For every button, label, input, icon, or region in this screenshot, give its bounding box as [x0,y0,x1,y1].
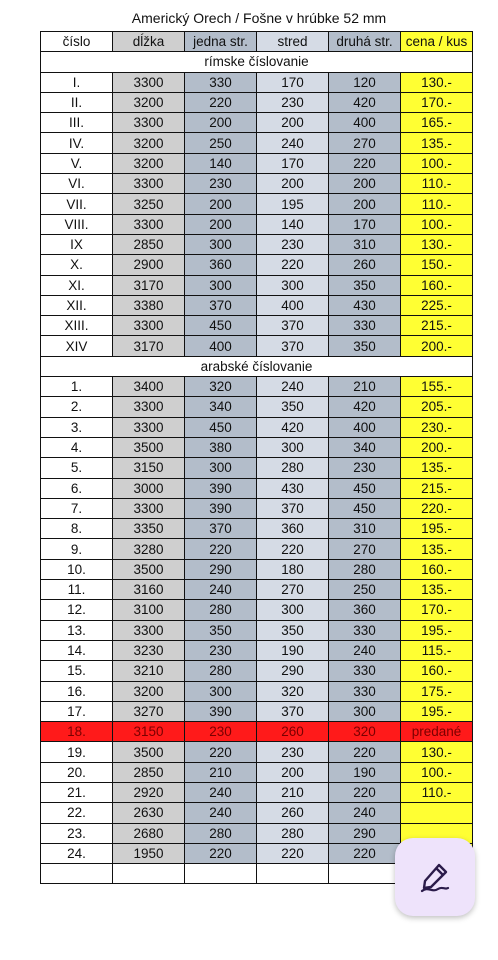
cell-jedna-str: 300 [185,234,257,254]
table-row [41,255,473,275]
cell-stred: 220 [257,255,329,275]
cell-stred: 270 [257,580,329,600]
cell-dlzka: 3150 [113,458,185,478]
edit-pen-icon [418,860,452,894]
cell-cislo: 4. [41,437,113,457]
cell-dlzka: 3500 [113,742,185,762]
cell-jedna-str: 300 [185,275,257,295]
cell-cislo: 11. [41,580,113,600]
cell-cislo: V. [41,153,113,173]
cell-druha-str: 430 [329,295,401,315]
cell-cena: 170.- [401,600,473,620]
cell-stred: 320 [257,681,329,701]
cell-druha-str: 330 [329,620,401,640]
cell-jedna-str: 280 [185,823,257,843]
cell-stred: 430 [257,478,329,498]
cell-stred: 230 [257,92,329,112]
cell-stred: 170 [257,153,329,173]
cell-cislo: 7. [41,498,113,518]
cell-stred: 360 [257,519,329,539]
table-row [41,620,473,640]
cell-cislo: 16. [41,681,113,701]
cell-jedna-str: 200 [185,214,257,234]
cell-stred: 230 [257,234,329,254]
cell-cena: 220.- [401,498,473,518]
table-row [41,113,473,133]
cell-cena: 130.- [401,742,473,762]
cell-dlzka: 3210 [113,661,185,681]
cell-druha-str: 420 [329,92,401,112]
header-cislo: číslo [41,32,113,52]
cell-cena: 135.- [401,539,473,559]
cell-druha-str: 220 [329,153,401,173]
cell-druha-str: 400 [329,417,401,437]
table-row [41,478,473,498]
cell-dlzka: 3200 [113,133,185,153]
cell-druha-str: 330 [329,316,401,336]
cell-dlzka: 3300 [113,498,185,518]
cell-stred: 280 [257,823,329,843]
cell-druha-str: 450 [329,478,401,498]
cell-cislo: III. [41,113,113,133]
cell-dlzka: 3300 [113,72,185,92]
cell-dlzka: 2630 [113,803,185,823]
cell-dlzka: 3380 [113,295,185,315]
cell-stred: 350 [257,397,329,417]
cell-stred: 420 [257,417,329,437]
table-row [41,174,473,194]
cell-jedna-str: 330 [185,72,257,92]
price-table [40,31,473,884]
cell-jedna-str: 390 [185,478,257,498]
cell-cislo: 9. [41,539,113,559]
table-row [41,498,473,518]
table-row [41,762,473,782]
header-dlzka: dĺžka [113,32,185,52]
table-row [41,153,473,173]
table-row [41,722,473,742]
cell-cena: 110.- [401,194,473,214]
cell-stred: 370 [257,498,329,518]
cell-stred: 370 [257,701,329,721]
cell-druha-str: 120 [329,72,401,92]
cell-stred: 195 [257,194,329,214]
cell-cena: 135.- [401,133,473,153]
cell-dlzka: 3300 [113,214,185,234]
edit-fab-button[interactable] [395,838,475,916]
cell-jedna-str: 380 [185,437,257,457]
cell-dlzka: 3300 [113,316,185,336]
cell-stred: 190 [257,640,329,660]
cell-jedna-str: 300 [185,458,257,478]
cell-dlzka: 3160 [113,580,185,600]
cell-druha-str: 220 [329,843,401,863]
cell-jedna-str: 450 [185,417,257,437]
cell-stred: 170 [257,72,329,92]
price-table-body [41,32,473,884]
cell-druha-str: 420 [329,397,401,417]
cell-cislo: VI. [41,174,113,194]
cell-dlzka: 3280 [113,539,185,559]
cell-cena: 215.- [401,316,473,336]
cell-druha-str: 350 [329,336,401,356]
cell-cislo: 19. [41,742,113,762]
cell-cena: 175.- [401,681,473,701]
cell-stred: 220 [257,843,329,863]
table-row [41,72,473,92]
table-row [41,539,473,559]
cell-druha-str: 320 [329,722,401,742]
cell-cislo: VIII. [41,214,113,234]
cell-stred: 350 [257,620,329,640]
cell-dlzka: 3170 [113,275,185,295]
cell-stred: 210 [257,782,329,802]
cell-jedna-str: 220 [185,843,257,863]
cell-cena: 195.- [401,519,473,539]
cell-cena: 115.- [401,640,473,660]
cell-cena: 200.- [401,437,473,457]
table-row [41,133,473,153]
cell-stred: 260 [257,803,329,823]
cell-jedna-str: 220 [185,92,257,112]
cell-dlzka: 2680 [113,823,185,843]
cell-dlzka: 3300 [113,417,185,437]
cell-cislo: 14. [41,640,113,660]
cell-cena: 130.- [401,72,473,92]
cell-cislo: 20. [41,762,113,782]
cell-dlzka: 3300 [113,620,185,640]
cell-stred: 300 [257,437,329,457]
table-row [41,559,473,579]
table-row [41,681,473,701]
cell-druha-str: 200 [329,174,401,194]
cell-cena: 170.- [401,92,473,112]
cell-druha-str: 250 [329,580,401,600]
cell-stred: 290 [257,661,329,681]
cell-cena: 155.- [401,377,473,397]
cell-cena: 110.- [401,782,473,802]
cell-stred: 200 [257,762,329,782]
cell-druha-str: 270 [329,539,401,559]
table-row [41,600,473,620]
header-jedna-str: jedna str. [185,32,257,52]
cell-jedna-str: 370 [185,519,257,539]
table-row [41,417,473,437]
cell-cislo: 3. [41,417,113,437]
cell-dlzka: 3300 [113,113,185,133]
cell-stred: 300 [257,275,329,295]
cell-cena: 215.- [401,478,473,498]
cell-druha-str: 450 [329,498,401,518]
cell-stred: 200 [257,113,329,133]
cell-dlzka: 3200 [113,153,185,173]
cell-druha-str: 260 [329,255,401,275]
cell-jedna-str: 290 [185,559,257,579]
cell-druha-str: 220 [329,742,401,762]
cell-jedna-str: 220 [185,742,257,762]
cell-dlzka: 3300 [113,397,185,417]
cell-jedna-str: 250 [185,133,257,153]
table-row [41,336,473,356]
cell-dlzka: 2900 [113,255,185,275]
cell-dlzka: 3500 [113,559,185,579]
cell-cislo: I. [41,72,113,92]
cell-cena: 225.- [401,295,473,315]
table-header-row [41,32,473,52]
cell-cislo: 5. [41,458,113,478]
cell-druha-str: 340 [329,437,401,457]
cell-druha-str: 170 [329,214,401,234]
table-row [41,519,473,539]
cell-cislo: 8. [41,519,113,539]
cell-stred: 240 [257,133,329,153]
table-title: Americký Orech / Fošne v hrúbke 52 mm [131,10,387,26]
cell-jedna-str: 450 [185,316,257,336]
cell-cislo: IV. [41,133,113,153]
cell-cislo: 15. [41,661,113,681]
cell-cislo: XII. [41,295,113,315]
cell-druha-str: 190 [329,762,401,782]
cell-druha-str: 330 [329,681,401,701]
cell-druha-str: 200 [329,194,401,214]
cell-dlzka: 3350 [113,519,185,539]
cell-cena: 135.- [401,580,473,600]
table-row [41,316,473,336]
cell-jedna-str: 240 [185,803,257,823]
cell-cislo: 21. [41,782,113,802]
cell-cena: 160.- [401,275,473,295]
cell-cislo: 22. [41,803,113,823]
cell-cislo: 18. [41,722,113,742]
cell-druha-str: 360 [329,600,401,620]
cell-cena: 205.- [401,397,473,417]
cell-cislo: 10. [41,559,113,579]
cell-cena: 100.- [401,153,473,173]
section-label-arabic: arabské číslovanie [41,356,473,376]
cell-cena [401,803,473,823]
table-row [41,92,473,112]
cell-druha-str: 210 [329,377,401,397]
cell-stred: 180 [257,559,329,579]
table-row [41,458,473,478]
cell-dlzka: 3000 [113,478,185,498]
cell-dlzka: 3150 [113,722,185,742]
cell-cena: 160.- [401,661,473,681]
cell-stred: 280 [257,458,329,478]
table-row [41,295,473,315]
cell-stred: 230 [257,742,329,762]
section-row-roman [41,52,473,72]
cell-stred: 240 [257,377,329,397]
table-row [41,742,473,762]
cell-jedna-str: 210 [185,762,257,782]
cell-druha-str: 290 [329,823,401,843]
cell-cena: 100.- [401,762,473,782]
table-row [41,640,473,660]
cell-cena: 195.- [401,701,473,721]
cell-jedna-str: 360 [185,255,257,275]
cell-jedna-str: 320 [185,377,257,397]
cell-cislo: XIV [41,336,113,356]
cell-jedna-str: 240 [185,782,257,802]
cell-dlzka: 3170 [113,336,185,356]
cell-jedna-str: 370 [185,295,257,315]
cell-stred: 200 [257,174,329,194]
cell-jedna-str: 240 [185,580,257,600]
cell-cislo: 2. [41,397,113,417]
cell-jedna-str: 350 [185,620,257,640]
cell-cena: 150.- [401,255,473,275]
cell-jedna-str: 280 [185,600,257,620]
cell-jedna-str: 200 [185,194,257,214]
cell-cislo: 13. [41,620,113,640]
cell-druha-str: 310 [329,519,401,539]
table-row [41,701,473,721]
cell-cena: 100.- [401,214,473,234]
section-row-arabic [41,356,473,376]
cell-stred: 300 [257,600,329,620]
cell-druha-str: 300 [329,701,401,721]
cell-cena: 160.- [401,559,473,579]
cell-jedna-str: 280 [185,661,257,681]
cell-dlzka: 1950 [113,843,185,863]
cell-jedna-str: 140 [185,153,257,173]
cell-dlzka: 3400 [113,377,185,397]
cell-dlzka: 3100 [113,600,185,620]
cell-jedna-str: 220 [185,539,257,559]
table-row [41,580,473,600]
cell-dlzka: 3250 [113,194,185,214]
cell-cena: 135.- [401,458,473,478]
cell-druha-str: 230 [329,458,401,478]
cell-stred: 140 [257,214,329,234]
cell-jedna-str: 400 [185,336,257,356]
cell-cislo: 23. [41,823,113,843]
cell-cena: predané [401,722,473,742]
cell-cislo: 6. [41,478,113,498]
cell-jedna-str: 390 [185,498,257,518]
cell-jedna-str: 230 [185,722,257,742]
cell-dlzka: 2850 [113,234,185,254]
cell-druha-str: 350 [329,275,401,295]
cell-dlzka: 3200 [113,92,185,112]
section-label-roman: rímske číslovanie [41,52,473,72]
cell-dlzka: 2920 [113,782,185,802]
header-cena: cena / kus [401,32,473,52]
cell-druha-str: 240 [329,640,401,660]
cell-dlzka: 3230 [113,640,185,660]
cell-cislo: 1. [41,377,113,397]
cell-cena: 130.- [401,234,473,254]
cell-dlzka: 2850 [113,762,185,782]
cell-jedna-str: 340 [185,397,257,417]
cell-cislo: IX [41,234,113,254]
cell-cena: 230.- [401,417,473,437]
cell-jedna-str: 300 [185,681,257,701]
cell-druha-str: 310 [329,234,401,254]
table-row [41,437,473,457]
cell-druha-str: 330 [329,661,401,681]
cell-jedna-str: 200 [185,113,257,133]
cell-dlzka: 3500 [113,437,185,457]
cell-stred: 220 [257,539,329,559]
table-row [41,275,473,295]
cell-stred: 260 [257,722,329,742]
cell-cena: 195.- [401,620,473,640]
cell-druha-str: 280 [329,559,401,579]
header-stred: stred [257,32,329,52]
cell-cislo: II. [41,92,113,112]
cell-stred: 370 [257,336,329,356]
cell-stred: 400 [257,295,329,315]
cell-dlzka: 3270 [113,701,185,721]
cell-cislo: XI. [41,275,113,295]
table-row [41,397,473,417]
cell-dlzka: 3300 [113,174,185,194]
cell-druha-str: 400 [329,113,401,133]
cell-cislo: 12. [41,600,113,620]
cell-dlzka: 3200 [113,681,185,701]
cell-jedna-str: 390 [185,701,257,721]
cell-cislo: X. [41,255,113,275]
cell-cena: 200.- [401,336,473,356]
table-row [41,214,473,234]
cell-cislo: 17. [41,701,113,721]
cell-stred: 370 [257,316,329,336]
cell-jedna-str: 230 [185,640,257,660]
table-row [41,661,473,681]
cell-cislo: 24. [41,843,113,863]
cell-druha-str: 220 [329,782,401,802]
cell-cislo: XIII. [41,316,113,336]
cell-jedna-str: 230 [185,174,257,194]
table-row [41,803,473,823]
table-row [41,194,473,214]
table-row [41,377,473,397]
cell-cena: 165.- [401,113,473,133]
cell-druha-str: 240 [329,803,401,823]
table-row [41,234,473,254]
cell-cislo: VII. [41,194,113,214]
table-row [41,782,473,802]
cell-cena: 110.- [401,174,473,194]
header-druha-str: druhá str. [329,32,401,52]
cell-druha-str: 270 [329,133,401,153]
